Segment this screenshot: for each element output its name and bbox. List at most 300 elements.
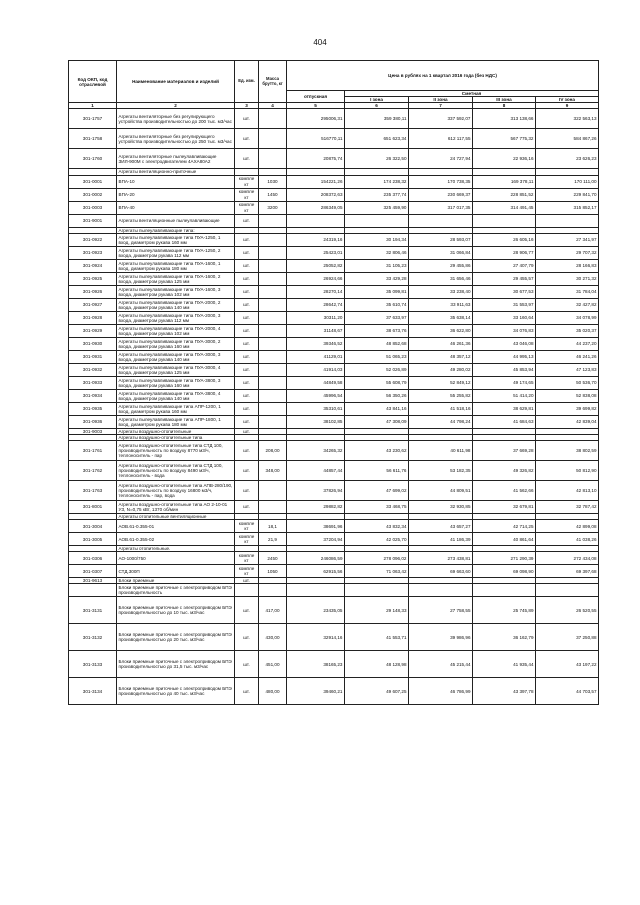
cell-name: Агрегаты пылеулавливающие типа ПУА-1250, 1 вход, диаметром рукава 160 мм <box>117 233 235 246</box>
cell-zone-1-price: 359 380,11 <box>345 109 409 129</box>
cell-zone-4-price: 52 838,08 <box>536 389 599 402</box>
cell-code: 301-1762 <box>69 460 117 480</box>
cell-zone-1-price: 56 611,76 <box>345 460 409 480</box>
cell-unit: шт. <box>235 324 259 337</box>
cell-code: 301-0929 <box>69 324 117 337</box>
cell-mass <box>259 285 287 298</box>
cell-mass <box>259 311 287 324</box>
cell-unit: шт. <box>235 350 259 363</box>
table-row <box>69 651 599 678</box>
cell-release-price: 286349,05 <box>287 201 345 214</box>
cell-zone-2-price: 230 669,37 <box>409 188 473 201</box>
cell-zone-2-price <box>409 584 473 597</box>
table-row <box>69 285 599 298</box>
cell-zone-3-price: 26 605,16 <box>473 233 536 246</box>
cell-zone-2-price: 48 357,12 <box>409 350 473 363</box>
table-row <box>69 376 599 389</box>
cell-mass: 3200 <box>259 201 287 214</box>
cell-release-price: 45996,54 <box>287 389 345 402</box>
cell-zone-1-price: 651 623,34 <box>345 129 409 149</box>
cell-mass: 348,00 <box>259 460 287 480</box>
cell-zone-2-price: 52 849,12 <box>409 376 473 389</box>
cell-mass: 480,00 <box>259 678 287 705</box>
cell-unit: шт. <box>235 214 259 227</box>
cell-name: Агрегаты воздушно-отопительные <box>117 428 235 434</box>
cell-zone-3-price <box>473 584 536 597</box>
cell-zone-4-price: 38 802,59 <box>536 440 599 460</box>
cell-code: 301-8001 <box>69 500 117 513</box>
cell-release-price: 29882,82 <box>287 500 345 513</box>
cell-zone-1-price: 43 230,62 <box>345 440 409 460</box>
header-price-group: Цена в рублях на 1 квартал 2016 года (без НДС) <box>287 61 599 91</box>
cell-zone-3-price: 34 076,83 <box>473 324 536 337</box>
cell-zone-2-price: 53 182,35 <box>409 460 473 480</box>
cell-mass <box>259 109 287 129</box>
cell-zone-2-price: 41 186,39 <box>409 533 473 546</box>
cell-zone-2-price: 35 638,14 <box>409 311 473 324</box>
cell-mass: 417,00 <box>259 597 287 624</box>
cell-unit: шт. <box>235 285 259 298</box>
cell-zone-4-price: 27 341,97 <box>536 233 599 246</box>
cell-code: 301-9613 <box>69 578 117 584</box>
table-row <box>69 298 599 311</box>
cell-zone-2-price: 31 656,46 <box>409 272 473 285</box>
cell-name: Агрегаты вентиляционно-приточные <box>117 169 235 175</box>
cell-mass <box>259 324 287 337</box>
cell-zone-1-price <box>345 214 409 227</box>
cell-unit: шт. <box>235 246 259 259</box>
cell-zone-3-price: 32 679,81 <box>473 500 536 513</box>
cell-code: 301-0935 <box>69 402 117 415</box>
cell-name: ВПА-20 <box>117 188 235 201</box>
cell-zone-2-price: 29 455,86 <box>409 259 473 272</box>
cell-code: 301-9001 <box>69 214 117 227</box>
table-row <box>69 678 599 705</box>
cell-zone-1-price: 43 841,16 <box>345 402 409 415</box>
cell-name: Агрегаты воздушно-отопительные типа АПВ-280/190, производительность по воздуху 16800 м3/ч, теплоноситель - пар, вода <box>117 480 235 500</box>
column-number: 8 <box>473 103 536 109</box>
cell-mass: 430,00 <box>259 624 287 651</box>
cell-code: 301-0930 <box>69 337 117 350</box>
table-row <box>69 389 599 402</box>
cell-release-price: 28270,14 <box>287 285 345 298</box>
cell-code: 301-0933 <box>69 376 117 389</box>
cell-zone-1-price: 56 350,26 <box>345 389 409 402</box>
cell-zone-3-price: 41 684,63 <box>473 415 536 428</box>
cell-zone-1-price: 35 099,81 <box>345 285 409 298</box>
cell-code: 301-3134 <box>69 678 117 705</box>
cell-zone-2-price: 32 930,85 <box>409 500 473 513</box>
cell-release-price: 32914,16 <box>287 624 345 651</box>
cell-zone-2-price: 28 593,07 <box>409 233 473 246</box>
cell-zone-4-price: 170 111,00 <box>536 175 599 188</box>
cell-zone-4-price: 41 038,26 <box>536 533 599 546</box>
cell-release-price: 39460,21 <box>287 678 345 705</box>
cell-release-price: 295006,31 <box>287 109 345 129</box>
cell-release-price <box>287 214 345 227</box>
header-estimate: Сметная <box>345 91 599 97</box>
table-row <box>69 480 599 500</box>
cell-name: Агрегаты пылеулавливающие типа ПУА-2000, 3 входа, диаметром рукава 112 мм <box>117 311 235 324</box>
cell-code: 301-1763 <box>69 480 117 500</box>
table-row <box>69 584 599 597</box>
cell-release-price: 154221,26 <box>287 175 345 188</box>
cell-release-price: 24319,16 <box>287 233 345 246</box>
cell-zone-4-price: 29 707,32 <box>536 246 599 259</box>
cell-release-price: 28642,74 <box>287 298 345 311</box>
cell-zone-1-price: 29 148,33 <box>345 597 409 624</box>
cell-zone-4-price: 30 271,32 <box>536 272 599 285</box>
table-row <box>69 175 599 188</box>
cell-code: 301-0927 <box>69 298 117 311</box>
cell-name: АОВ.61-0.355-01 <box>117 520 235 533</box>
column-number: 5 <box>287 103 345 109</box>
cell-release-price: 41129,01 <box>287 350 345 363</box>
cell-zone-3-price: 37 669,28 <box>473 440 536 460</box>
cell-release-price: 37826,94 <box>287 480 345 500</box>
cell-mass: 1030 <box>259 175 287 188</box>
cell-zone-2-price: 170 738,35 <box>409 175 473 188</box>
cell-zone-3-price: 41 935,44 <box>473 651 536 678</box>
cell-code: 301-3133 <box>69 651 117 678</box>
cell-zone-2-price: 612 117,55 <box>409 129 473 149</box>
cell-zone-4-price: 584 867,26 <box>536 129 599 149</box>
cell-zone-1-price: 71 063,42 <box>345 565 409 578</box>
table-row <box>69 520 599 533</box>
cell-zone-2-price: 39 986,96 <box>409 624 473 651</box>
header-name: Наименование материалов и изделий <box>117 61 235 103</box>
cell-zone-3-price: 314 491,45 <box>473 201 536 214</box>
cell-mass <box>259 337 287 350</box>
cell-zone-3-price: 40 861,64 <box>473 533 536 546</box>
cell-release-price: 516770,11 <box>287 129 345 149</box>
cell-code: 301-0932 <box>69 363 117 376</box>
cell-unit: шт. <box>235 578 259 584</box>
cell-unit: шт. <box>235 272 259 285</box>
cell-zone-4-price: 229 841,70 <box>536 188 599 201</box>
cell-code: 301-0923 <box>69 246 117 259</box>
cell-zone-2-price: 40 611,98 <box>409 440 473 460</box>
cell-zone-4-price: 39 699,82 <box>536 402 599 415</box>
cell-zone-1-price: 33 429,28 <box>345 272 409 285</box>
cell-zone-1-price <box>345 584 409 597</box>
cell-mass <box>259 214 287 227</box>
cell-zone-2-price: 33 238,40 <box>409 285 473 298</box>
table-row <box>69 624 599 651</box>
column-number: 3 <box>235 103 259 109</box>
cell-unit: компле кт <box>235 552 259 565</box>
header-zone-2: II зона <box>409 97 473 103</box>
cell-unit: шт. <box>235 259 259 272</box>
column-number: 9 <box>536 103 599 109</box>
cell-name: Агрегаты пылеулавливающие типа ПУА-1250, 2 входа, диаметром рукава 112 мм <box>117 246 235 259</box>
cell-mass <box>259 298 287 311</box>
cell-unit: шт. <box>235 597 259 624</box>
cell-zone-1-price: 49 607,25 <box>345 678 409 705</box>
cell-code: 301-3004 <box>69 520 117 533</box>
cell-mass <box>259 402 287 415</box>
cell-mass <box>259 376 287 389</box>
cell-mass: 18,1 <box>259 520 287 533</box>
cell-zone-1-price: 48 852,68 <box>345 337 409 350</box>
cell-zone-1-price: 35 610,74 <box>345 298 409 311</box>
cell-zone-3-price: 30 677,53 <box>473 285 536 298</box>
cell-unit: компле кт <box>235 175 259 188</box>
cell-zone-2-price: 27 758,55 <box>409 597 473 624</box>
table-row <box>69 552 599 565</box>
header-zone-1: I зона <box>345 97 409 103</box>
cell-zone-1-price: 47 308,09 <box>345 415 409 428</box>
cell-zone-4-price: 42 813,10 <box>536 480 599 500</box>
cell-zone-2-price: 317 017,35 <box>409 201 473 214</box>
cell-zone-3-price: 25 745,89 <box>473 597 536 624</box>
cell-zone-4-price: 322 563,13 <box>536 109 599 129</box>
table-row <box>69 129 599 149</box>
cell-unit: компле кт <box>235 201 259 214</box>
cell-code: 301-0922 <box>69 233 117 246</box>
cell-code: 301-0931 <box>69 350 117 363</box>
cell-code: 301-3005 <box>69 533 117 546</box>
cell-zone-3-price: 45 853,94 <box>473 363 536 376</box>
cell-code: 301-3131 <box>69 597 117 624</box>
cell-zone-3-price: 28 906,77 <box>473 246 536 259</box>
cell-name: Блоки приемные приточные с электроприводом БПЭ производительностью до 10 тыс. м3/час <box>117 597 235 624</box>
cell-zone-3-price: 38 629,81 <box>473 402 536 415</box>
cell-release-price: 30311,20 <box>287 311 345 324</box>
cell-unit: шт. <box>235 311 259 324</box>
cell-name: ВПА-40 <box>117 201 235 214</box>
cell-zone-4-price: 47 123,83 <box>536 363 599 376</box>
cell-zone-3-price: 42 714,25 <box>473 520 536 533</box>
cell-mass <box>259 500 287 513</box>
cell-zone-1-price: 42 025,70 <box>345 533 409 546</box>
cell-zone-1-price: 47 699,02 <box>345 480 409 500</box>
cell-zone-1-price: 278 096,02 <box>345 552 409 565</box>
cell-release-price: 38165,23 <box>287 651 345 678</box>
cell-release-price: 44849,58 <box>287 376 345 389</box>
cell-code: 301-3132 <box>69 624 117 651</box>
cell-mass: 208,00 <box>259 440 287 460</box>
cell-unit <box>235 584 259 597</box>
table-row <box>69 337 599 350</box>
cell-unit: шт. <box>235 480 259 500</box>
cell-mass: 451,00 <box>259 651 287 678</box>
cell-zone-2-price <box>409 214 473 227</box>
cell-zone-2-price: 31 066,84 <box>409 246 473 259</box>
cell-name: Агрегаты пылеулавливающие типа ПУА-2000, 4 входа, диаметром рукава 102 мм <box>117 324 235 337</box>
cell-unit: компле кт <box>235 520 259 533</box>
cell-zone-3-price: 41 562,66 <box>473 480 536 500</box>
cell-zone-2-price: 36 622,80 <box>409 324 473 337</box>
cell-unit: шт. <box>235 624 259 651</box>
cell-name: Агрегаты пылеулавливающие типа ПУА-2000, 2 входа, диаметром рукава 140 мм <box>117 298 235 311</box>
cell-zone-3-price: 169 378,11 <box>473 175 536 188</box>
cell-zone-1-price: 51 065,23 <box>345 350 409 363</box>
cell-zone-4-price: 35 020,37 <box>536 324 599 337</box>
cell-name: Агрегаты пылеулавливающие типа ПУА-3000, 2 входа, диаметром рукава 160 мм <box>117 337 235 350</box>
cell-mass <box>259 363 287 376</box>
cell-name: Агрегаты вентиляторные без регулирующего устройства производительностью до 250 тыс. м3/час <box>117 129 235 149</box>
header-unit: Ед. изм. <box>235 61 259 103</box>
cell-name: Агрегаты пылеулавливающие типа ПУА-1600, 2 входа, диаметром рукава 125 мм <box>117 272 235 285</box>
cell-mass <box>259 415 287 428</box>
cell-release-price: 23435,05 <box>287 597 345 624</box>
cell-name: АО-1000/750 <box>117 552 235 565</box>
cell-zone-4-price: 272 434,08 <box>536 552 599 565</box>
cell-name: Блоки приемные <box>117 578 235 584</box>
cell-name: Блоки приемные приточные с электроприводом БПЭ производительностью до 20 тыс. м3/час <box>117 624 235 651</box>
cell-mass <box>259 129 287 149</box>
cell-zone-4-price: 42 899,08 <box>536 520 599 533</box>
cell-name: Блоки приемные приточные с электроприводом БПЭ производительностью до 40 тыс. м3/час <box>117 678 235 705</box>
cell-name: Агрегаты воздушно-отопительные типа СТД 100, производительность по воздуху 8770 м3/ч, теплоноситель - пар <box>117 440 235 460</box>
cell-zone-3-price: 27 407,79 <box>473 259 536 272</box>
cell-mass: 21,9 <box>259 533 287 546</box>
cell-mass <box>259 480 287 500</box>
cell-name: Агрегаты пылеулавливающие типа АПР-1800, 1 вход, диаметром рукава 180 мм <box>117 415 235 428</box>
cell-zone-3-price: 22 936,16 <box>473 149 536 169</box>
cell-zone-4-price: 32 787,42 <box>536 500 599 513</box>
cell-code: 301-0003 <box>69 201 117 214</box>
cell-unit: шт. <box>235 651 259 678</box>
column-number: 4 <box>259 103 287 109</box>
cell-release-price: 37204,94 <box>287 533 345 546</box>
column-number: 6 <box>345 103 409 109</box>
cell-zone-1-price: 52 026,89 <box>345 363 409 376</box>
cell-zone-1-price: 55 608,79 <box>345 376 409 389</box>
cell-unit: шт. <box>235 298 259 311</box>
table-row <box>69 188 599 201</box>
header-release: отпускная <box>287 91 345 103</box>
cell-release-price: 38102,85 <box>287 415 345 428</box>
table-row <box>69 272 599 285</box>
table-body <box>69 109 599 705</box>
table-row <box>69 460 599 480</box>
cell-zone-2-price: 55 255,82 <box>409 389 473 402</box>
header-mass: Масса брутто, кг <box>259 61 287 103</box>
cell-unit: шт. <box>235 376 259 389</box>
cell-zone-1-price: 31 105,23 <box>345 259 409 272</box>
cell-name: Агрегаты пылеулавливающие типа ПУА-1600, 1 вход, диаметром рукава 180 мм <box>117 259 235 272</box>
cell-unit: шт. <box>235 389 259 402</box>
cell-zone-3-price: 271 290,39 <box>473 552 536 565</box>
cell-unit: компле кт <box>235 565 259 578</box>
table-row <box>69 233 599 246</box>
cell-code: 301-9003 <box>69 428 117 434</box>
cell-name: ВПА-10 <box>117 175 235 188</box>
cell-code: 301-0936 <box>69 415 117 428</box>
cell-unit: шт. <box>235 428 259 434</box>
cell-zone-4-price: 34 078,99 <box>536 311 599 324</box>
cell-zone-3-price: 51 414,20 <box>473 389 536 402</box>
cell-mass: 1050 <box>259 565 287 578</box>
cell-zone-4-price: 42 839,04 <box>536 415 599 428</box>
cell-mass: 2450 <box>259 552 287 565</box>
cell-release-price: 25052,82 <box>287 259 345 272</box>
cell-unit: шт. <box>235 109 259 129</box>
cell-zone-4-price: 69 397,68 <box>536 565 599 578</box>
cell-mass: 1450 <box>259 188 287 201</box>
cell-zone-3-price: 228 851,52 <box>473 188 536 201</box>
cell-unit: шт. <box>235 402 259 415</box>
cell-zone-3-price: 49 326,82 <box>473 460 536 480</box>
table-row <box>69 214 599 227</box>
cell-zone-4-price: 28 166,83 <box>536 259 599 272</box>
table-row <box>69 597 599 624</box>
table-row <box>69 565 599 578</box>
cell-zone-2-price: 41 518,16 <box>409 402 473 415</box>
cell-zone-4-price <box>536 214 599 227</box>
table-row <box>69 500 599 513</box>
cell-zone-1-price: 38 673,76 <box>345 324 409 337</box>
cell-zone-2-price: 49 280,02 <box>409 363 473 376</box>
cell-name: Агрегаты пылеулавливающие типа ПУА-1600, 3 входа, диаметром рукава 102 мм <box>117 285 235 298</box>
cell-code: 301-0001 <box>69 175 117 188</box>
cell-code: 301-0925 <box>69 272 117 285</box>
header-code: Код ОКП, код отраслевой <box>69 61 117 103</box>
cell-code: 301-1761 <box>69 440 117 460</box>
cell-code: 301-1757 <box>69 109 117 129</box>
cell-zone-1-price: 325 459,90 <box>345 201 409 214</box>
cell-zone-4-price: 26 520,55 <box>536 597 599 624</box>
table-row <box>69 149 599 169</box>
cell-zone-4-price: 44 237,20 <box>536 337 599 350</box>
page-number: 404 <box>313 38 327 47</box>
cell-name: Агрегаты пылеулавливающие типа ПУА-3000, 4 входа, диаметром рукава 125 мм <box>117 363 235 376</box>
cell-unit: шт. <box>235 440 259 460</box>
table-row <box>69 324 599 337</box>
cell-name: Агрегаты пылеулавливающие типа ПУА-3800, 4 входа, диаметром рукава 140 мм <box>117 389 235 402</box>
cell-code: 301-0928 <box>69 311 117 324</box>
cell-zone-2-price: 46 261,36 <box>409 337 473 350</box>
column-number: 7 <box>409 103 473 109</box>
table-row <box>69 201 599 214</box>
cell-zone-3-price: 43 046,08 <box>473 337 536 350</box>
cell-unit: шт. <box>235 149 259 169</box>
cell-zone-4-price: 32 427,82 <box>536 298 599 311</box>
cell-zone-3-price <box>473 214 536 227</box>
cell-zone-4-price <box>536 584 599 597</box>
cell-zone-1-price: 43 832,34 <box>345 520 409 533</box>
header-zone-3: III зона <box>473 97 536 103</box>
cell-zone-3-price: 567 775,32 <box>473 129 536 149</box>
cell-release-price: 31148,67 <box>287 324 345 337</box>
cell-code: 301-0306 <box>69 552 117 565</box>
cell-release-price: 62915,56 <box>287 565 345 578</box>
cell-code: 301-0924 <box>69 259 117 272</box>
cell-unit: шт. <box>235 460 259 480</box>
cell-code: 301-0934 <box>69 389 117 402</box>
cell-name: Блоки приемные приточные с электроприводом БПЭ производительность <box>117 584 235 597</box>
cell-name: Агрегаты воздушно-отопительные типа СТД 100, производительность по воздуху 8490 м3/ч, теплоноситель - вода <box>117 460 235 480</box>
table-row <box>69 246 599 259</box>
cell-name: Агрегаты отопительные вентиляционные <box>117 513 235 519</box>
cell-release-price: 246086,59 <box>287 552 345 565</box>
cell-unit: компле кт <box>235 533 259 546</box>
cell-mass <box>259 272 287 285</box>
header-zone-4: IV зона <box>536 97 599 103</box>
cell-release-price: 208372,63 <box>287 188 345 201</box>
cell-zone-3-price: 313 138,66 <box>473 109 536 129</box>
cell-unit: шт. <box>235 678 259 705</box>
cell-name: Агрегаты воздушно-отопительные типа АО 2-10-01 УЗ, N=0,75 кВт, 1370 об/мин <box>117 500 235 513</box>
table-row <box>69 415 599 428</box>
cell-name: СТД.300П <box>117 565 235 578</box>
cell-name: Агрегаты вентиляторные пылеулавливающие ЗИЛ-900М с электродвигателем 4АХА80А2 <box>117 149 235 169</box>
cell-zone-2-price: 337 592,07 <box>409 109 473 129</box>
cell-unit: шт. <box>235 337 259 350</box>
column-number: 2 <box>117 103 235 109</box>
